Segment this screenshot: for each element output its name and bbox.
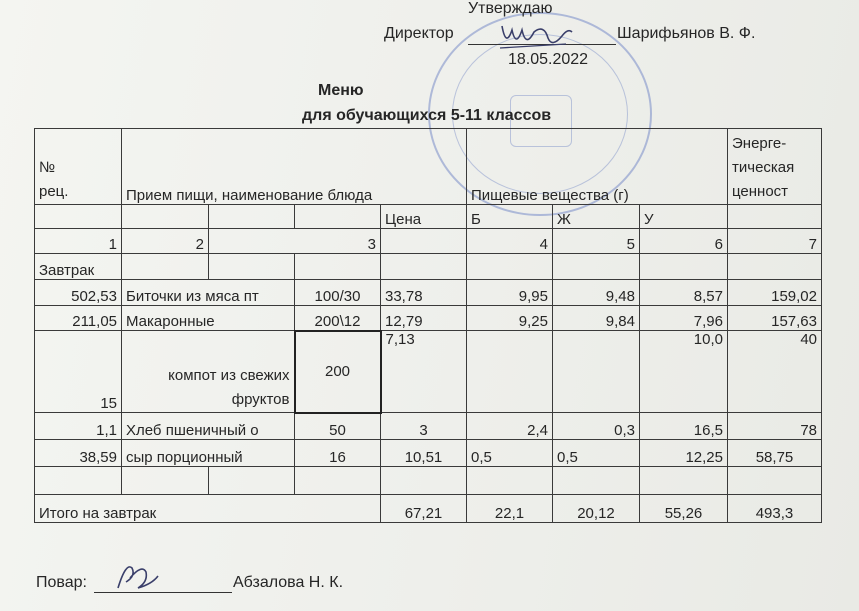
table-header-row [35, 129, 822, 205]
fat-value [553, 331, 640, 413]
fat-value: 0,5 [553, 440, 640, 467]
recipe-number: 502,53 [35, 280, 122, 306]
fat-value: 0,3 [553, 413, 640, 440]
table-subheader-row [35, 205, 822, 229]
dish-name: сыр порционный [122, 440, 295, 467]
subheader-price: Цена [381, 205, 467, 229]
dish-weight: 16 [295, 440, 381, 467]
subheader-carbs: У [640, 205, 728, 229]
header-meal-name-cont [381, 129, 467, 205]
column-number: 5 [553, 229, 640, 254]
header-energy: Энерге- тическая ценност [728, 129, 822, 205]
dish-name: Биточки из мяса пт [122, 280, 295, 306]
menu-subtitle: для обучающихся 5-11 классов [302, 107, 552, 124]
column-number: 2 [122, 229, 209, 254]
dish-price: 3 [381, 413, 467, 440]
subheader-fat: Ж [553, 205, 640, 229]
section-row [35, 254, 822, 280]
protein-value: 2,4 [467, 413, 553, 440]
director-signature [496, 18, 576, 54]
cook-signature [112, 558, 162, 594]
empty-row [35, 467, 822, 495]
column-numbers-row [35, 229, 822, 254]
table-row [35, 413, 822, 440]
carbs-value: 12,25 [640, 440, 728, 467]
fat-value: 9,48 [553, 280, 640, 306]
dish-name: компот из свежих фруктов [122, 331, 295, 413]
table-row [35, 331, 822, 413]
table-row [35, 306, 822, 331]
energy-value: 58,75 [728, 440, 822, 467]
protein-value: 0,5 [467, 440, 553, 467]
protein-value [467, 331, 553, 413]
cook-label: Повар: [36, 574, 87, 591]
carbs-value: 7,96 [640, 306, 728, 331]
approval-date: 18.05.2022 [508, 51, 589, 68]
cook-name: Абзалова Н. К. [233, 574, 344, 591]
total-carbs: 55,26 [640, 495, 728, 523]
recipe-number: 15 [35, 331, 122, 413]
dish-price: 7,13 [381, 331, 467, 413]
approved-label: Утверждаю [468, 0, 553, 17]
header-nutrients: Пищевые вещества (г) [467, 129, 728, 205]
total-label: Итого на завтрак [35, 495, 381, 523]
energy-value: 159,02 [728, 280, 822, 306]
menu-title: Меню [318, 82, 364, 99]
dish-weight: 200 [295, 331, 381, 413]
subheader-protein: Б [467, 205, 553, 229]
dish-price: 10,51 [381, 440, 467, 467]
dish-weight: 50 [295, 413, 381, 440]
header-meal-name: Прием пищи, наименование блюда [122, 129, 381, 205]
menu-table [34, 128, 822, 523]
column-number: 4 [467, 229, 553, 254]
column-number: 3 [209, 229, 381, 254]
recipe-number: 38,59 [35, 440, 122, 467]
table-row [35, 280, 822, 306]
recipe-number: 211,05 [35, 306, 122, 331]
energy-value: 78 [728, 413, 822, 440]
dish-weight: 200\12 [295, 306, 381, 331]
total-protein: 22,1 [467, 495, 553, 523]
recipe-number: 1,1 [35, 413, 122, 440]
carbs-value: 8,57 [640, 280, 728, 306]
dish-weight: 100/30 [295, 280, 381, 306]
column-number: 1 [35, 229, 122, 254]
header-recipe-number: № рец. [35, 129, 122, 205]
dish-price: 12,79 [381, 306, 467, 331]
section-label: Завтрак [35, 254, 122, 280]
table-row [35, 440, 822, 467]
total-row [35, 495, 822, 523]
protein-value: 9,25 [467, 306, 553, 331]
carbs-value: 10,0 [640, 331, 728, 413]
column-number: 7 [728, 229, 822, 254]
carbs-value: 16,5 [640, 413, 728, 440]
total-fat: 20,12 [553, 495, 640, 523]
total-price: 67,21 [381, 495, 467, 523]
column-number: 6 [640, 229, 728, 254]
dish-price: 33,78 [381, 280, 467, 306]
total-energy: 493,3 [728, 495, 822, 523]
protein-value: 9,95 [467, 280, 553, 306]
dish-name: Макаронные [122, 306, 295, 331]
energy-value: 40 [728, 331, 822, 413]
dish-name: Хлеб пшеничный о [122, 413, 295, 440]
energy-value: 157,63 [728, 306, 822, 331]
fat-value: 9,84 [553, 306, 640, 331]
director-name: Шарифьянов В. Ф. [617, 25, 756, 42]
director-label: Директор [384, 25, 454, 42]
